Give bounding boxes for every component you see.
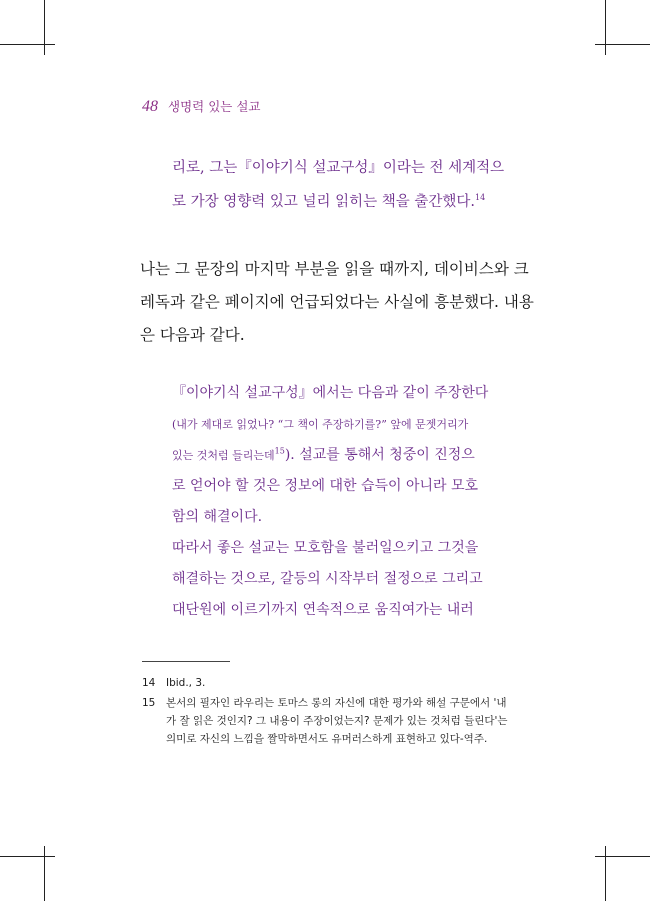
footnote-number: 15 <box>142 697 156 709</box>
quote-line: 있는 것처럼 들리는데$^{15}$). 설교를 통해서 청중이 진정으 <box>172 446 475 463</box>
page-number: 48 <box>142 98 158 115</box>
crop-mark <box>595 856 650 857</box>
crop-mark <box>595 44 650 45</box>
footnote <box>142 694 512 748</box>
quote-line: 해결하는 것으로, 갈등의 시작부터 절정으로 그리고 <box>172 571 483 587</box>
footnote-divider <box>142 661 230 662</box>
body-paragraph <box>140 253 534 352</box>
quote-line: (내가 제대로 읽었나? “그 책이 주장하기를?” 앞에 문젯거리가 <box>172 418 469 431</box>
footnote-ref: 15 <box>274 446 285 456</box>
footnote-ref: 14 <box>475 193 486 203</box>
footnote-number: 14 <box>142 677 156 689</box>
crop-mark <box>605 0 606 55</box>
footnote-text: Ibid., 3. <box>166 677 206 689</box>
footnote-text: 본서의 필자인 라우리는 토마스 롱의 자신에 대한 평가와 해설 구문에서 '내가 잘 읽은 것인지? 그 내용이 주장이었는지? 문제가 있는 것처럼 들린다'는 의미로 자신의 느낌을 짤막하면서도 유머러스하게 표현하고 있다-역주. <box>166 697 508 745</box>
paragraph-line: 레독과 같은 페이지에 언급되었다는 사실에 흥분했다. 내용 <box>140 293 534 311</box>
footnotes <box>142 674 512 748</box>
crop-mark <box>44 846 45 901</box>
quote-line: 로 가장 영향력 있고 널리 읽히는 책을 출간했다.$^{14}$ <box>172 193 486 210</box>
crop-mark <box>605 846 606 901</box>
paragraph-line: 나는 그 문장의 마지막 부분을 읽을 때까지, 데이비스와 크 <box>140 260 529 278</box>
block-quote <box>172 151 504 219</box>
quote-line: 대단원에 이르기까지 연속적으로 움직여가는 내러 <box>172 602 474 618</box>
running-title: 생명력 있는 설교 <box>168 99 261 114</box>
quote-line: 따라서 좋은 설교는 모호함을 불러일으키고 그것을 <box>172 540 479 556</box>
quote-line: 『이야기식 설교구성』에서는 다음과 같이 주장한다 <box>172 385 489 401</box>
quote-line: 로 얻어야 할 것은 정보에 대한 습득이 아니라 모호 <box>172 478 479 494</box>
quote-line: 함의 해결이다. <box>172 509 263 525</box>
paragraph-line: 은 다음과 같다. <box>140 326 245 344</box>
crop-mark <box>44 0 45 55</box>
block-quote <box>172 378 488 626</box>
crop-mark <box>0 44 55 45</box>
quote-line: 리로, 그는『이야기식 설교구성』이라는 전 세계적으 <box>172 160 505 176</box>
running-header <box>142 97 260 116</box>
footnote <box>142 674 512 692</box>
crop-mark <box>0 856 55 857</box>
